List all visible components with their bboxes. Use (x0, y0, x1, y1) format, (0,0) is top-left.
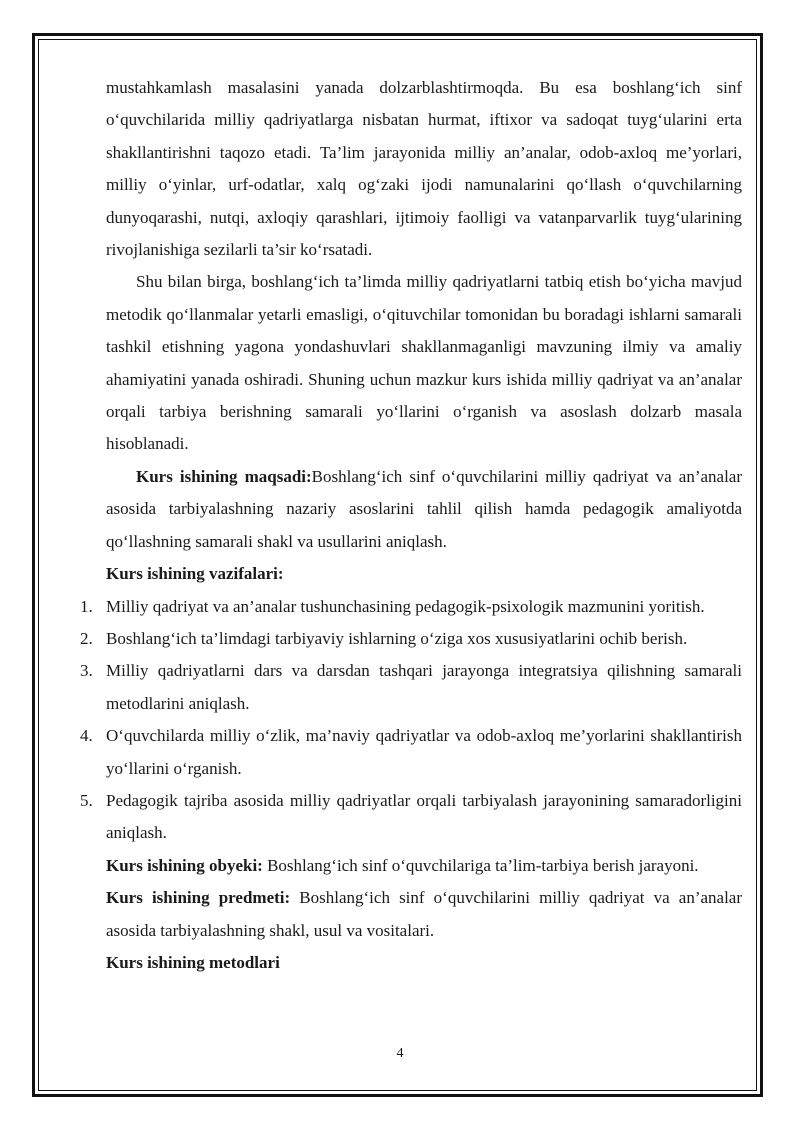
list-item-number: 4. (80, 726, 93, 746)
list-item-number: 2. (80, 628, 93, 648)
list-item-text: O‘quvchilarda milliy o‘zlik, ma’naviy qadriyatlar va odob-axloq me’yorlarini shakllantirish yo‘llarini o‘rganish. (106, 726, 742, 778)
list-item-number: 3. (80, 661, 93, 681)
subject-label: Kurs ishining predmeti: (106, 888, 291, 908)
list-item-number: 1. (80, 596, 93, 616)
list-item (80, 591, 742, 623)
subject-paragraph (106, 882, 742, 947)
goal-label: Kurs ishining maqsadi: (136, 466, 312, 486)
list-item-number: 5. (80, 790, 93, 810)
goal-text: Boshlang‘ich sinf o‘quvchilarini milliy qadriyat va an’analar asosida tarbiyalashning nazariy asoslarini tahlil qilish hamda pedagogik amaliyotda qo‘llashning samarali shakl va usullarini aniqlash. (106, 466, 742, 551)
object-text: Boshlang‘ich sinf o‘quvchilariga ta’lim-tarbiya berish jarayoni. (267, 855, 699, 875)
tasks-list (80, 591, 742, 850)
list-item-text: Boshlang‘ich ta’limdagi tarbiyaviy ishlarning o‘ziga xos xususiyatlarini ochib berish. (106, 628, 688, 648)
methods-heading (106, 947, 742, 979)
methods-heading-text: Kurs ishining metodlari (106, 952, 280, 972)
list-item-text: Pedagogik tajriba asosida milliy qadriyatlar orqali tarbiyalash jarayonining samaradorligini aniqlash. (106, 790, 742, 843)
paragraph-relevance: Shu bilan birga, boshlang‘ich ta’limda milliy qadriyatlarni tatbiq etish bo‘yicha mavjud metodik qo‘llanmalar yetarli emasligi, o‘qituvchilar tomonidan bu boradagi ishlarni samarali tashkil etishning yagona yondashuvlari shakllanmaganligi mavzuning ilmiy va amaliy ahamiyatini yanada oshiradi. Shuning uchun mazkur kurs ishida milliy qadriyat va an’analar orqali tarbiya berishning samarali yo‘llarini o‘rganish va asoslash dolzarb masala hisoblanadi. (106, 272, 742, 454)
paragraph-intro: mustahkamlash masalasini yanada dolzarblashtirmoqda. Bu esa boshlang‘ich sinf o‘quvchilarida milliy qadriyatlarga nisbatan hurmat, iftixor va sadoqat tuyg‘ularini erta shakllantirishni taqozo etadi. Ta’lim jarayonida milliy an’analar, odob-axloq me’yorlari, milliy o‘yinlar, urf-odatlar, xalq og‘zaki ijodi namunalarini qo‘llash o‘quvchilarning dunyoqarashi, nutqi, axloqiy qarashlari, ijtimoiy faolligi va vatanparvarlik tuyg‘ularining rivojlanishiga sezilarli ta’sir ko‘rsatadi. (106, 78, 742, 260)
tasks-heading-text: Kurs ishining vazifalari: (106, 564, 284, 584)
document-body (80, 72, 743, 979)
tasks-heading (106, 558, 742, 590)
subject-text: Boshlang‘ich sinf o‘quvchilarini milliy qadriyat va an’analar asosida tarbiyalashning shakl, usul va vositalari. (106, 888, 743, 940)
object-label: Kurs ishining obyeki: (106, 855, 263, 875)
list-item (80, 720, 742, 785)
list-item-text: Milliy qadriyat va an’analar tushunchasining pedagogik-psixologik mazmunini yoritish. (106, 596, 705, 616)
goal-paragraph (106, 461, 742, 558)
list-item (80, 785, 742, 850)
list-item-text: Milliy qadriyatlarni dars va darsdan tashqari jarayonga integratsiya qilishning samarali metodlarini aniqlash. (106, 661, 742, 713)
list-item (80, 623, 742, 655)
page-number: 4 (396, 1046, 404, 1061)
list-item (80, 655, 742, 720)
object-paragraph (106, 850, 742, 882)
